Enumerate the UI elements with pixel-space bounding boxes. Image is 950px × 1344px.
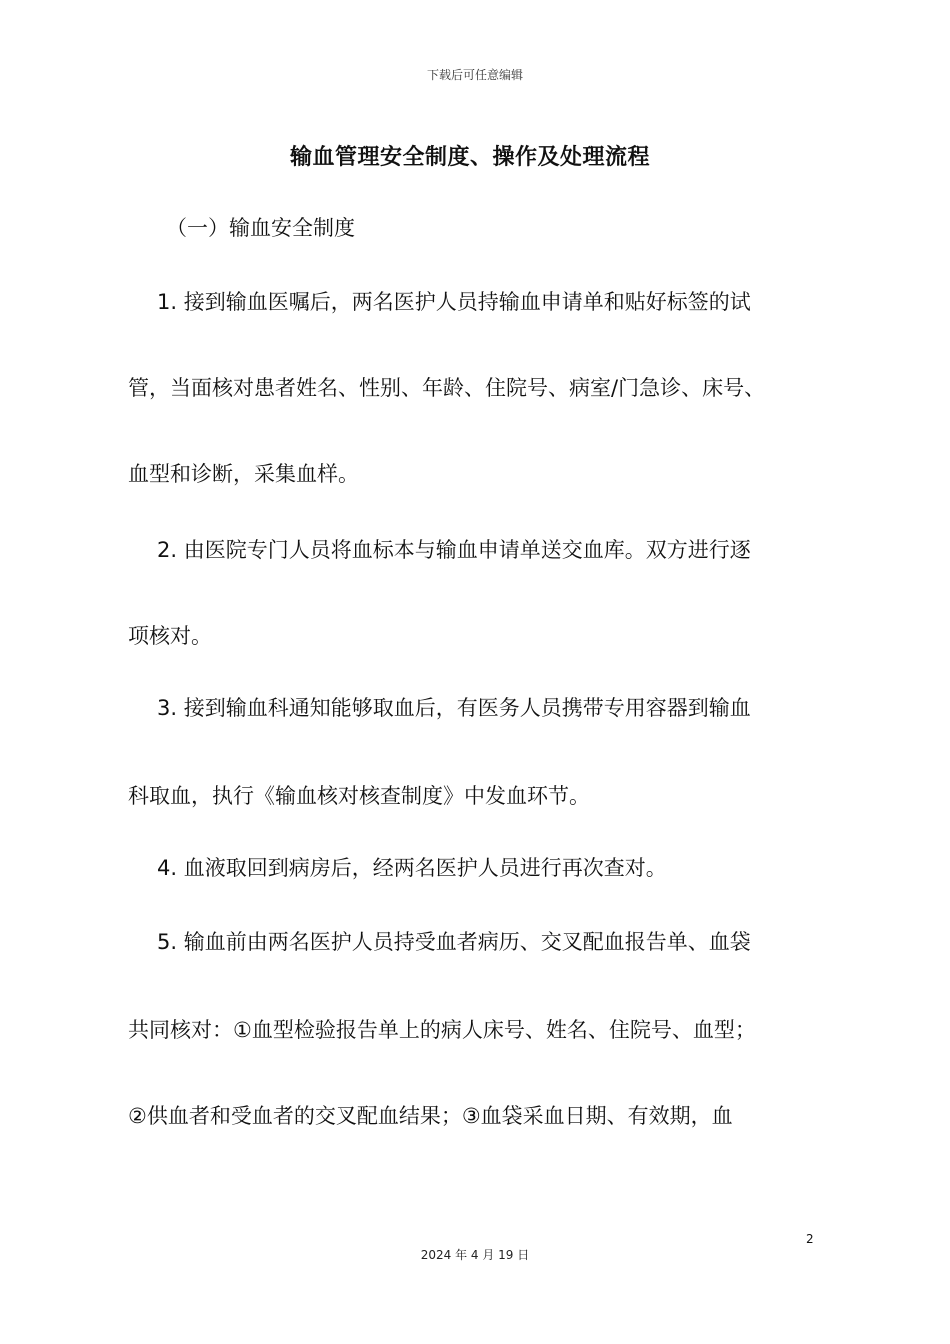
paragraph-line: 3. 接到输血科通知能够取血后，有医务人员携带专用容器到输血 (157, 696, 751, 720)
paragraph-line: 管，当面核对患者姓名、性别、年龄、住院号、病室/门急诊、床号、 (128, 376, 766, 400)
paragraph-line: ②供血者和受血者的交叉配血结果；③血袋采血日期、有效期，血 (128, 1104, 733, 1128)
document-title: 输血管理安全制度、操作及处理流程 (289, 145, 650, 170)
footer-date: 2024 年 4 月 19 日 (420, 1248, 530, 1262)
paragraph-line: 项核对。 (128, 624, 212, 648)
paragraph-line: 5. 输血前由两名医护人员持受血者病历、交叉配血报告单、血袋 (157, 930, 751, 954)
section-heading: （一）输血安全制度 (166, 216, 355, 240)
paragraph-line: 共同核对：①血型检验报告单上的病人床号、姓名、住院号、血型； (128, 1018, 756, 1042)
paragraph-line: 血型和诊断，采集血样。 (128, 462, 359, 486)
page-number: 2 (806, 1232, 814, 1246)
page-header-note: 下载后可任意编辑 (426, 68, 523, 82)
paragraph-line: 科取血，执行《输血核对核查制度》中发血环节。 (128, 784, 590, 808)
paragraph-line: 1. 接到输血医嘱后，两名医护人员持输血申请单和贴好标签的试 (157, 290, 751, 314)
paragraph-line: 4. 血液取回到病房后，经两名医护人员进行再次查对。 (157, 856, 667, 880)
paragraph-line: 2. 由医院专门人员将血标本与输血申请单送交血库。双方进行逐 (157, 538, 751, 562)
